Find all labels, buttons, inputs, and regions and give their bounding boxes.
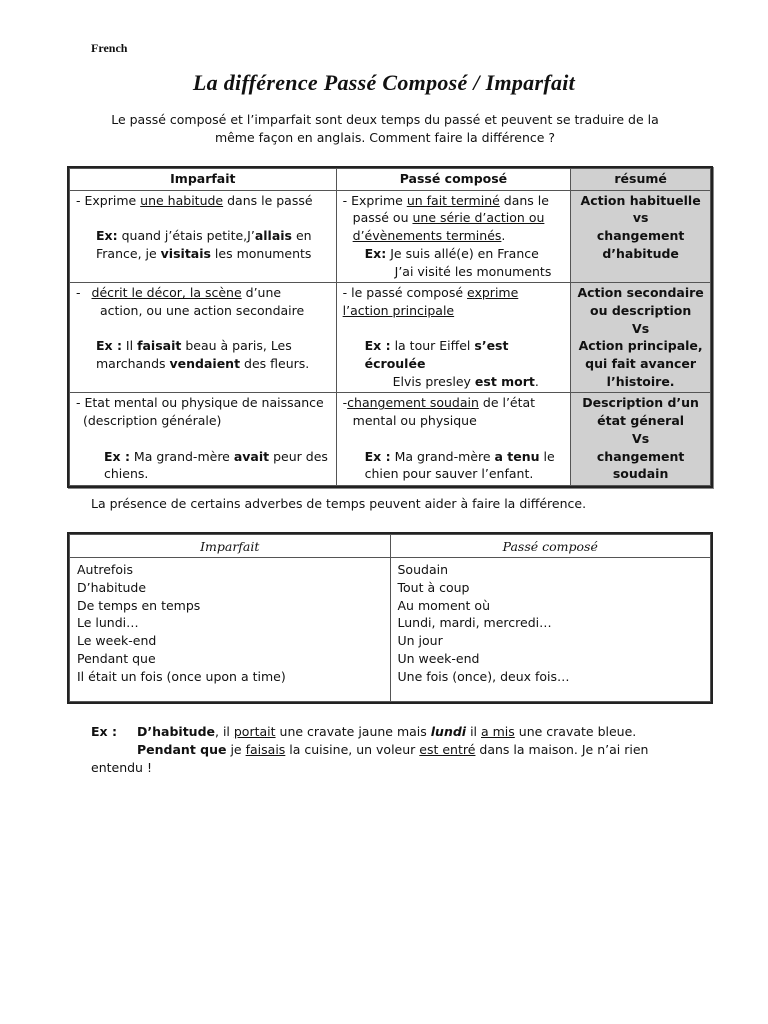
cell-imparfait: - décrit le décor, la scène d’une action, ou une action secondaire Ex : Il faisait beau à paris, Les marchands vendaient des fleurs.	[70, 283, 337, 393]
page-title: La différence Passé Composé / Imparfait	[192, 70, 576, 95]
list-item: Un week-end	[397, 650, 480, 666]
subject-header: French	[91, 41, 128, 55]
example-sentence-1: Ex : D’habitude, il portait une cravate jaune mais lundi il a mis une cravate bleue.	[91, 724, 637, 739]
table-row	[70, 393, 711, 486]
table-header-row	[70, 535, 711, 558]
list-item: Le lundi…	[77, 615, 139, 631]
list-item: Lundi, mardi, mercredi…	[397, 615, 552, 631]
list-item: Le week-end	[77, 633, 157, 649]
cell-resume: Action habituelle vs changement d’habitude	[571, 190, 711, 283]
example-sentence-2: Pendant que je faisais la cuisine, un voleur est entré dans la maison. Je n’ai rien	[137, 742, 649, 757]
table-header-row	[70, 169, 711, 191]
comparison-table	[67, 166, 713, 488]
list-item: Autrefois	[77, 562, 133, 577]
cell-passe-compose: - le passé composé exprime l’action principale Ex : la tour Eiffel s’est écroulée Elvis presley est mort.	[336, 283, 571, 393]
passe-compose-adverbs-list	[390, 558, 711, 702]
imparfait-adverbs-list	[70, 558, 391, 702]
list-item: Il était un fois (once upon a time)	[77, 668, 286, 684]
intro-line-2: même façon en anglais. Comment faire la différence ?	[214, 130, 556, 145]
list-item: Un jour	[397, 633, 443, 649]
list-item: De temps en temps	[77, 597, 201, 613]
intro-paragraph	[100, 111, 670, 147]
table-row	[70, 283, 711, 393]
cell-resume: Description d’un état géneral Vs changement soudain	[571, 393, 711, 486]
list-item: Une fois (once), deux fois…	[397, 668, 570, 684]
list-item: Pendant que	[77, 650, 156, 666]
list-item: Au moment où	[397, 597, 491, 613]
adverbs-table	[67, 532, 713, 704]
cell-passe-compose: -changement soudain de l’état mental ou physique Ex : Ma grand-mère a tenu le chien pour sauver l’enfant.	[336, 393, 571, 486]
cell-passe-compose: - Exprime un fait terminé dans le passé ou une série d’action ou d’évènements terminés. Ex: Je suis allé(e) en France J’ai visité les monuments	[336, 190, 571, 283]
table-row	[70, 558, 711, 702]
header-resume: résumé	[571, 169, 711, 191]
header-passe-compose: Passé composé	[336, 169, 571, 191]
list-item: Soudain	[397, 562, 448, 577]
header-imparfait: Imparfait	[70, 535, 391, 558]
intro-line-1: Le passé composé et l’imparfait sont deux temps du passé et peuvent se traduire de la	[111, 112, 659, 127]
example-paragraph	[91, 723, 691, 777]
header-imparfait: Imparfait	[70, 169, 337, 191]
list-item: Tout à coup	[397, 579, 470, 595]
cell-imparfait: - Etat mental ou physique de naissance (description générale) Ex : Ma grand-mère avait peur des chiens.	[70, 393, 337, 486]
table-row	[70, 190, 711, 283]
adverbs-intro-text: La présence de certains adverbes de temps peuvent aider à faire la différence.	[91, 496, 587, 511]
cell-imparfait: - Exprime une habitude dans le passé Ex: quand j’étais petite,J’allais en France, je visitais les monuments	[70, 190, 337, 283]
example-sentence-3: entendu !	[91, 760, 152, 775]
list-item: D’habitude	[77, 579, 147, 595]
cell-resume: Action secondaire ou description Vs Action principale, qui fait avancer l’histoire.	[571, 283, 711, 393]
header-passe-compose: Passé composé	[390, 535, 711, 558]
